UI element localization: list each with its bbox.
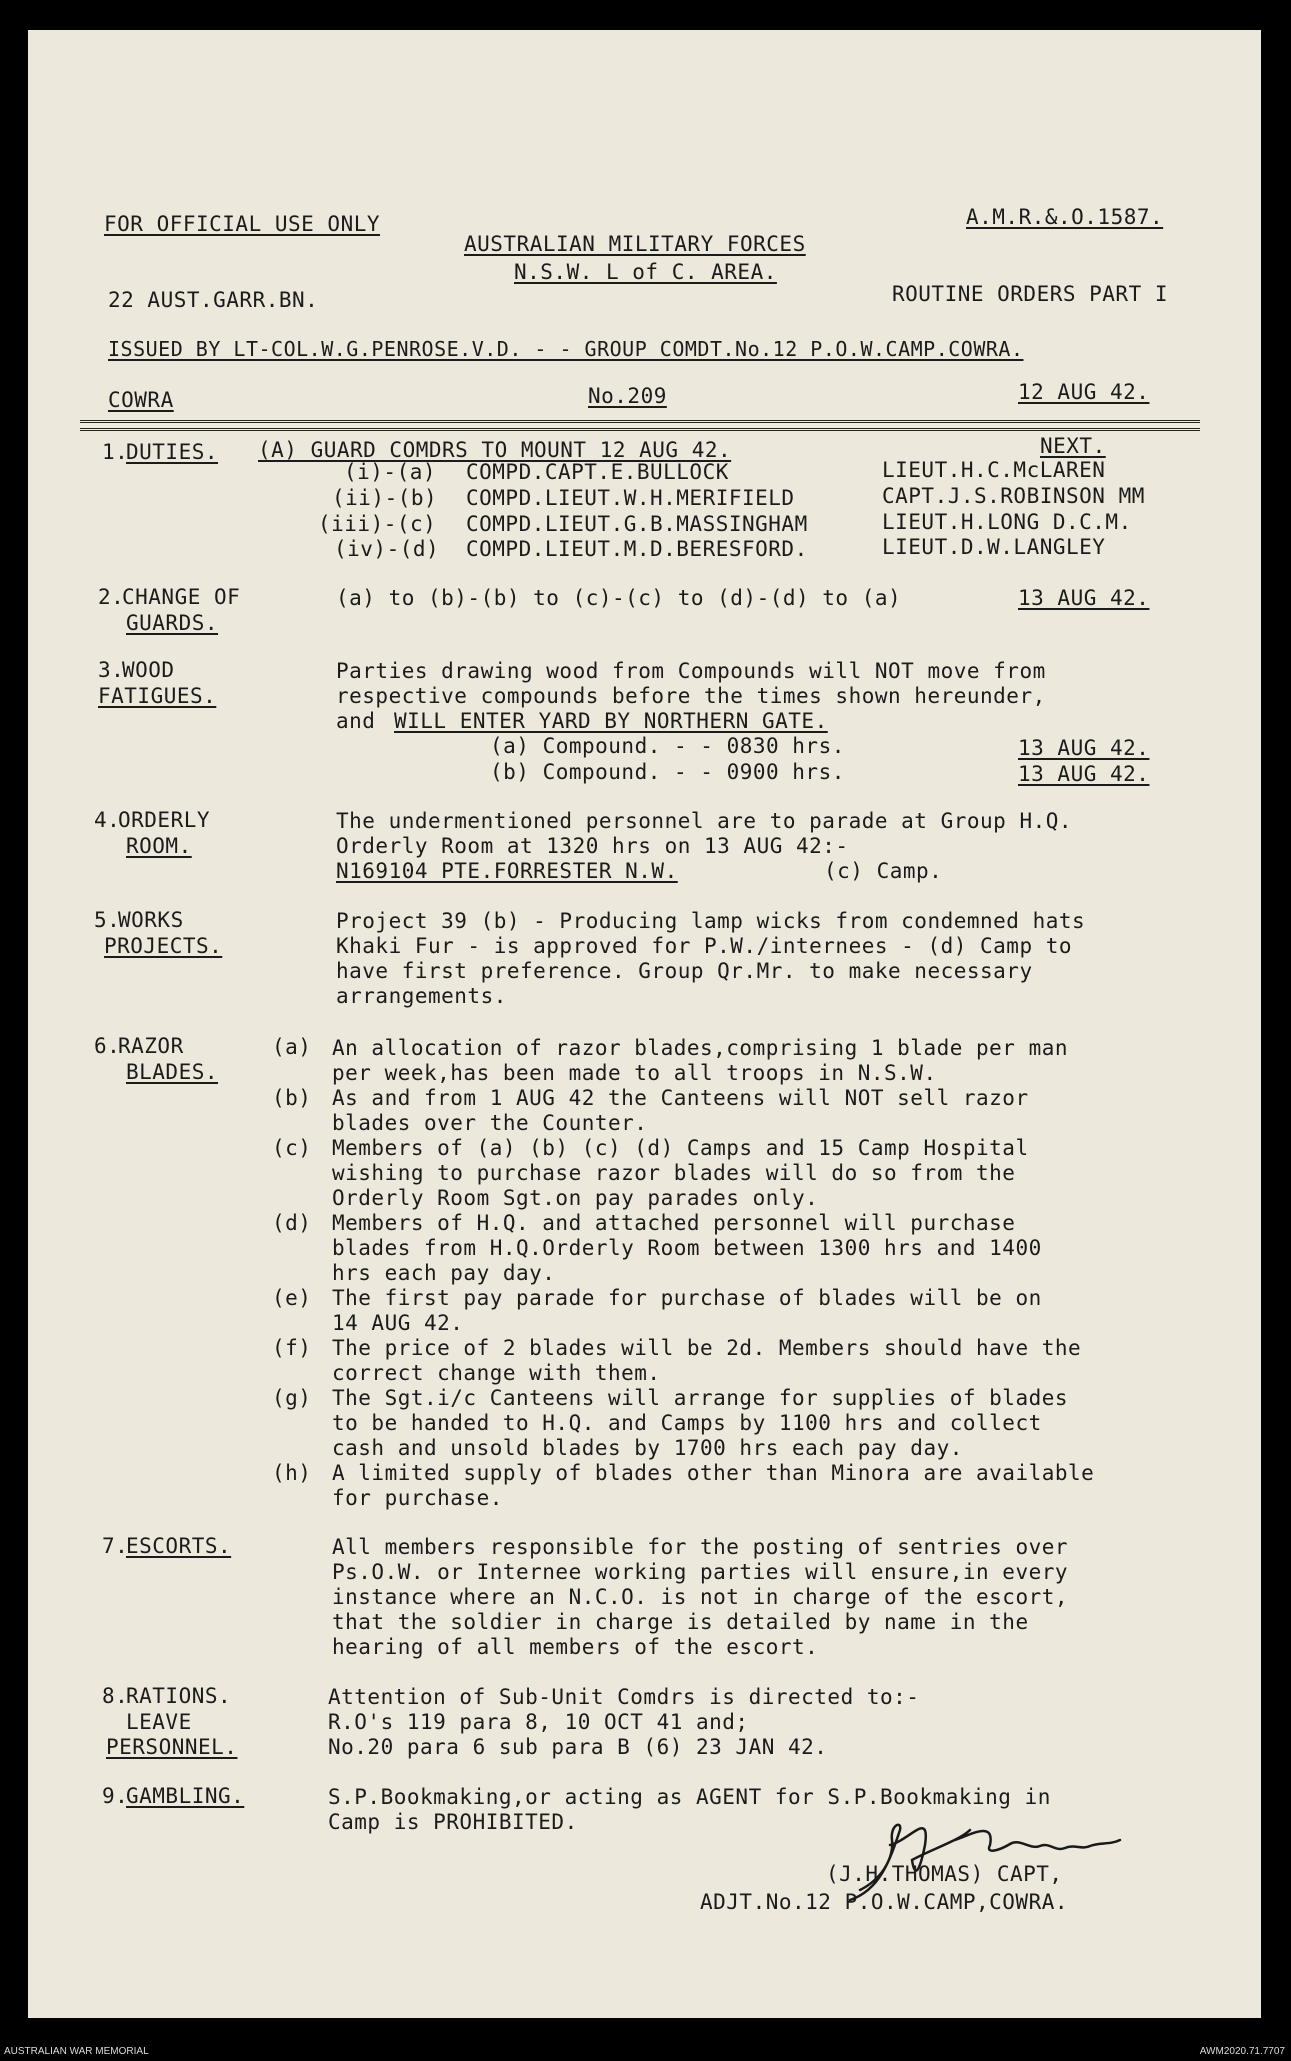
- forces-title: AUSTRALIAN MILITARY FORCES: [464, 232, 806, 256]
- rations-heading: RATIONS.: [126, 1684, 232, 1708]
- reference-number: A.M.R.&.O.1587.: [966, 205, 1164, 229]
- official-use-label: FOR OFFICIAL USE ONLY: [104, 212, 381, 236]
- duty-next: CAPT.J.S.ROBINSON MM: [882, 484, 1145, 508]
- razor-item-line: The Sgt.i/c Canteens will arrange for supplies of blades: [332, 1386, 1069, 1410]
- escorts-line: hearing of all members of the escort.: [332, 1635, 819, 1659]
- duty-code: (iv)-(d): [334, 537, 440, 561]
- duty-current: COMPD.LIEUT.G.B.MASSINGHAM: [466, 512, 808, 536]
- rations-heading: PERSONNEL.: [106, 1735, 238, 1759]
- wood-item-date: 13 AUG 42.: [1018, 736, 1150, 760]
- razor-item-label: (a): [272, 1035, 312, 1059]
- razor-item-label: (h): [272, 1461, 312, 1485]
- razor-item-label: (b): [272, 1086, 312, 1110]
- escorts-line: Ps.O.W. or Internee working parties will ensure,in every: [332, 1560, 1069, 1584]
- works-heading: WORKS: [118, 908, 184, 932]
- place: COWRA: [108, 388, 174, 412]
- duty-current: COMPD.LIEUT.W.H.MERIFIELD: [466, 486, 795, 510]
- wood-line: respective compounds before the times shown hereunder,: [336, 684, 1046, 708]
- wood-item: (a) Compound. - - 0830 hrs.: [490, 734, 845, 758]
- section-number: 5.: [94, 908, 121, 932]
- works-line: have first preference. Group Qr.Mr. to make necessary: [336, 959, 1033, 983]
- rations-line: Attention of Sub-Unit Comdrs is directed to:-: [328, 1685, 920, 1709]
- works-line: arrangements.: [336, 984, 507, 1008]
- escorts-line: All members responsible for the posting of sentries over: [332, 1535, 1069, 1559]
- gambling-line: Camp is PROHIBITED.: [328, 1810, 578, 1834]
- orderly-heading: ORDERLY: [118, 808, 211, 832]
- duty-next: LIEUT.H.LONG D.C.M.: [882, 510, 1132, 534]
- orderly-line: The undermentioned personnel are to parade at Group H.Q.: [336, 809, 1073, 833]
- section-number: 7.: [102, 1534, 129, 1558]
- razor-item-line: correct change with them.: [332, 1361, 661, 1385]
- routine-orders-title: ROUTINE ORDERS PART I: [892, 282, 1169, 306]
- razor-item-line: An allocation of razor blades,comprising 1 blade per man: [332, 1036, 1069, 1060]
- wood-item-date: 13 AUG 42.: [1018, 762, 1150, 786]
- escorts-heading: ESCORTS.: [126, 1534, 232, 1558]
- razor-item-label: (f): [272, 1336, 312, 1360]
- section-number: 3.: [98, 658, 125, 682]
- change-text: (a) to (b)-(b) to (c)-(c) to (d)-(d) to (a): [336, 586, 902, 610]
- razor-item-line: hrs each pay day.: [332, 1261, 556, 1285]
- duty-current: COMPD.LIEUT.M.D.BERESFORD.: [466, 537, 808, 561]
- razor-item-line: blades from H.Q.Orderly Room between 1300 hrs and 1400: [332, 1236, 1042, 1260]
- wood-heading: FATIGUES.: [98, 684, 217, 708]
- footer-accession: AWM2020.71.7707: [1199, 2046, 1285, 2057]
- razor-item-line: A limited supply of blades other than Minora are available: [332, 1461, 1095, 1485]
- razor-item-label: (d): [272, 1211, 312, 1235]
- razor-heading: RAZOR: [118, 1034, 184, 1058]
- section-number: 4.: [94, 808, 121, 832]
- orderly-heading: ROOM.: [126, 834, 192, 858]
- orderly-camp: (c) Camp.: [824, 859, 943, 883]
- duties-intro: (A) GUARD COMDRS TO MOUNT 12 AUG 42.: [258, 438, 732, 462]
- razor-item-line: Orderly Room Sgt.on pay parades only.: [332, 1186, 819, 1210]
- duty-next: LIEUT.H.C.McLAREN: [882, 458, 1106, 482]
- double-rule: [80, 428, 1200, 431]
- razor-item-line: to be handed to H.Q. and Camps by 1100 hrs and collect: [332, 1411, 1042, 1435]
- order-number: No.209: [588, 384, 667, 408]
- escorts-line: instance where an N.C.O. is not in charge of the escort,: [332, 1585, 1069, 1609]
- duty-code: (i)-(a): [344, 460, 437, 484]
- razor-item-line: As and from 1 AUG 42 the Canteens will NOT sell razor: [332, 1086, 1029, 1110]
- razor-item-line: 14 AUG 42.: [332, 1311, 464, 1335]
- section-number: 1.: [102, 440, 129, 464]
- works-line: Project 39 (b) - Producing lamp wicks from condemned hats: [336, 909, 1086, 933]
- signatory-name: (J.H.THOMAS) CAPT,: [826, 1862, 1063, 1886]
- duty-next: LIEUT.D.W.LANGLEY: [882, 535, 1106, 559]
- razor-item-line: blades over the Counter.: [332, 1111, 648, 1135]
- signatory-title: ADJT.No.12 P.O.W.CAMP,COWRA.: [700, 1890, 1069, 1914]
- section-number: 9.: [102, 1784, 129, 1808]
- issued-by-line: ISSUED BY LT-COL.W.G.PENROSE.V.D. - - GROUP COMDT.No.12 P.O.W.CAMP.COWRA.: [108, 337, 1024, 361]
- razor-item-label: (g): [272, 1386, 312, 1410]
- wood-line: Parties drawing wood from Compounds will NOT move from: [336, 659, 1046, 683]
- section-number: 6.: [94, 1034, 121, 1058]
- razor-item-line: per week,has been made to all troops in N.S.W.: [332, 1061, 937, 1085]
- rations-line: R.O's 119 para 8, 10 OCT 41 and;: [328, 1710, 749, 1734]
- razor-item-line: for purchase.: [332, 1486, 503, 1510]
- works-heading: PROJECTS.: [104, 934, 223, 958]
- change-heading: GUARDS.: [126, 611, 219, 635]
- wood-gate-instruction: WILL ENTER YARD BY NORTHERN GATE.: [394, 709, 828, 733]
- battalion-label: 22 AUST.GARR.BN.: [108, 288, 319, 312]
- razor-item-line: Members of H.Q. and attached personnel will purchase: [332, 1211, 1016, 1235]
- section-number: 2.: [98, 585, 125, 609]
- razor-heading: BLADES.: [126, 1060, 219, 1084]
- orderly-person: N169104 PTE.FORRESTER N.W.: [336, 859, 678, 883]
- order-date: 12 AUG 42.: [1018, 380, 1150, 404]
- works-line: Khaki Fur - is approved for P.W./internees - (d) Camp to: [336, 934, 1073, 958]
- double-rule: [80, 420, 1200, 423]
- orderly-line: Orderly Room at 1320 hrs on 13 AUG 42:-: [336, 834, 849, 858]
- razor-item-line: The price of 2 blades will be 2d. Members should have the: [332, 1336, 1082, 1360]
- change-heading: CHANGE OF: [122, 585, 241, 609]
- razor-item-line: cash and unsold blades by 1700 hrs each pay day.: [332, 1436, 963, 1460]
- wood-line: and: [336, 709, 389, 733]
- section-number: 8.: [102, 1684, 129, 1708]
- razor-item-label: (e): [272, 1286, 312, 1310]
- escorts-line: that the soldier in charge is detailed by name in the: [332, 1610, 1029, 1634]
- razor-item-line: wishing to purchase razor blades will do so from the: [332, 1161, 1016, 1185]
- duty-code: (iii)-(c): [318, 512, 437, 536]
- duty-code: (ii)-(b): [332, 486, 438, 510]
- gambling-line: S.P.Bookmaking,or acting as AGENT for S.P.Bookmaking in: [328, 1785, 1051, 1809]
- rations-line: No.20 para 6 sub para B (6) 23 JAN 42.: [328, 1735, 828, 1759]
- razor-item-line: The first pay parade for purchase of blades will be on: [332, 1286, 1042, 1310]
- wood-heading: WOOD: [122, 658, 175, 682]
- next-label: NEXT.: [1040, 434, 1106, 458]
- rations-heading: LEAVE: [126, 1710, 192, 1734]
- duties-heading: DUTIES.: [126, 440, 219, 464]
- razor-item-label: (c): [272, 1136, 312, 1160]
- duty-current: COMPD.CAPT.E.BULLOCK: [466, 460, 729, 484]
- wood-item: (b) Compound. - - 0900 hrs.: [490, 760, 845, 784]
- area-title: N.S.W. L of C. AREA.: [514, 260, 777, 284]
- razor-item-line: Members of (a) (b) (c) (d) Camps and 15 Camp Hospital: [332, 1136, 1029, 1160]
- footer-archive: AUSTRALIAN WAR MEMORIAL: [4, 2046, 149, 2057]
- gambling-heading: GAMBLING.: [126, 1784, 245, 1808]
- change-date: 13 AUG 42.: [1018, 586, 1150, 610]
